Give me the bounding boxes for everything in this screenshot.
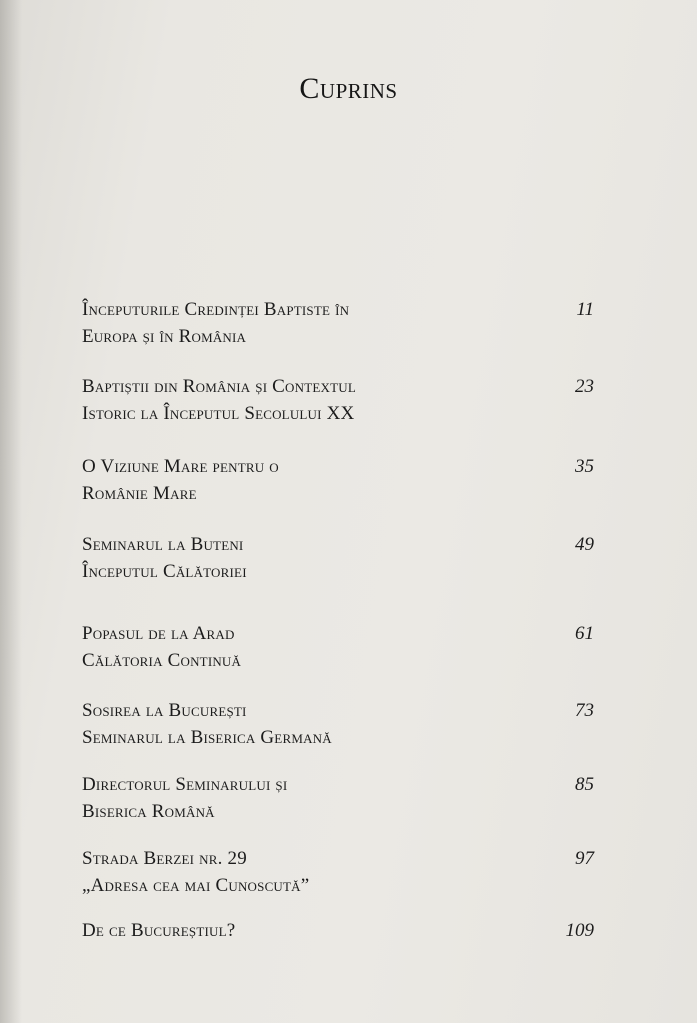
toc-entry-title-line1: Strada Berzei nr. 29 (82, 848, 247, 869)
toc-entry-title-line1: Baptiștii din România și Contextul (82, 376, 356, 397)
toc-entry-title-line2: Europa și în România (82, 326, 247, 347)
toc-entry-title-line1: Începuturile Credinței Baptiste în (82, 299, 350, 320)
toc-entry-page-number: 97 (575, 848, 594, 869)
toc-entry-page-number: 73 (575, 700, 594, 721)
toc-entry-title-line2: Biserica Română (82, 801, 215, 822)
toc-entry (82, 917, 602, 944)
toc-entry (82, 453, 602, 507)
toc-entry-title-line2: Seminarul la Biserica Germană (82, 727, 332, 748)
toc-entry-title-line1: Sosirea la București (82, 700, 247, 721)
toc-entry (82, 771, 602, 825)
toc-entry-page-number: 23 (575, 376, 594, 397)
toc-entry-page-number: 85 (575, 774, 594, 795)
toc-entry-title-line1: Directorul Seminarului și (82, 774, 288, 795)
toc-entry-page-number: 35 (575, 456, 594, 477)
toc-entry (82, 373, 602, 427)
toc-entry-title-line1: Seminarul la Buteni (82, 534, 244, 555)
toc-entry-title-line1: Popasul de la Arad (82, 623, 235, 644)
toc-entry (82, 697, 602, 751)
toc-entry-page-number: 49 (575, 534, 594, 555)
toc-entry (82, 620, 602, 674)
page-title: Cuprins (299, 72, 398, 105)
toc-entry-page-number: 11 (576, 299, 594, 320)
toc-entry-page-number: 61 (575, 623, 594, 644)
toc-entry (82, 531, 602, 585)
toc-entry-page-number: 109 (565, 920, 594, 941)
toc-entry-title-line2: „Adresa cea mai Cunoscută” (82, 875, 310, 896)
toc-entry-title-line1: De ce Bucureștiul? (82, 920, 236, 941)
toc-entry-title-line2: Istoric la Începutul Secolului XX (82, 403, 355, 424)
toc-entry-title-line1: O Viziune Mare pentru o (82, 456, 279, 477)
toc-entry (82, 296, 602, 350)
toc-entry (82, 845, 602, 899)
toc-entry-title-line2: Începutul Călătoriei (82, 561, 247, 582)
toc-entry-title-line2: Călătoria Continuă (82, 650, 242, 671)
toc-entry-title-line2: Românie Mare (82, 483, 197, 504)
